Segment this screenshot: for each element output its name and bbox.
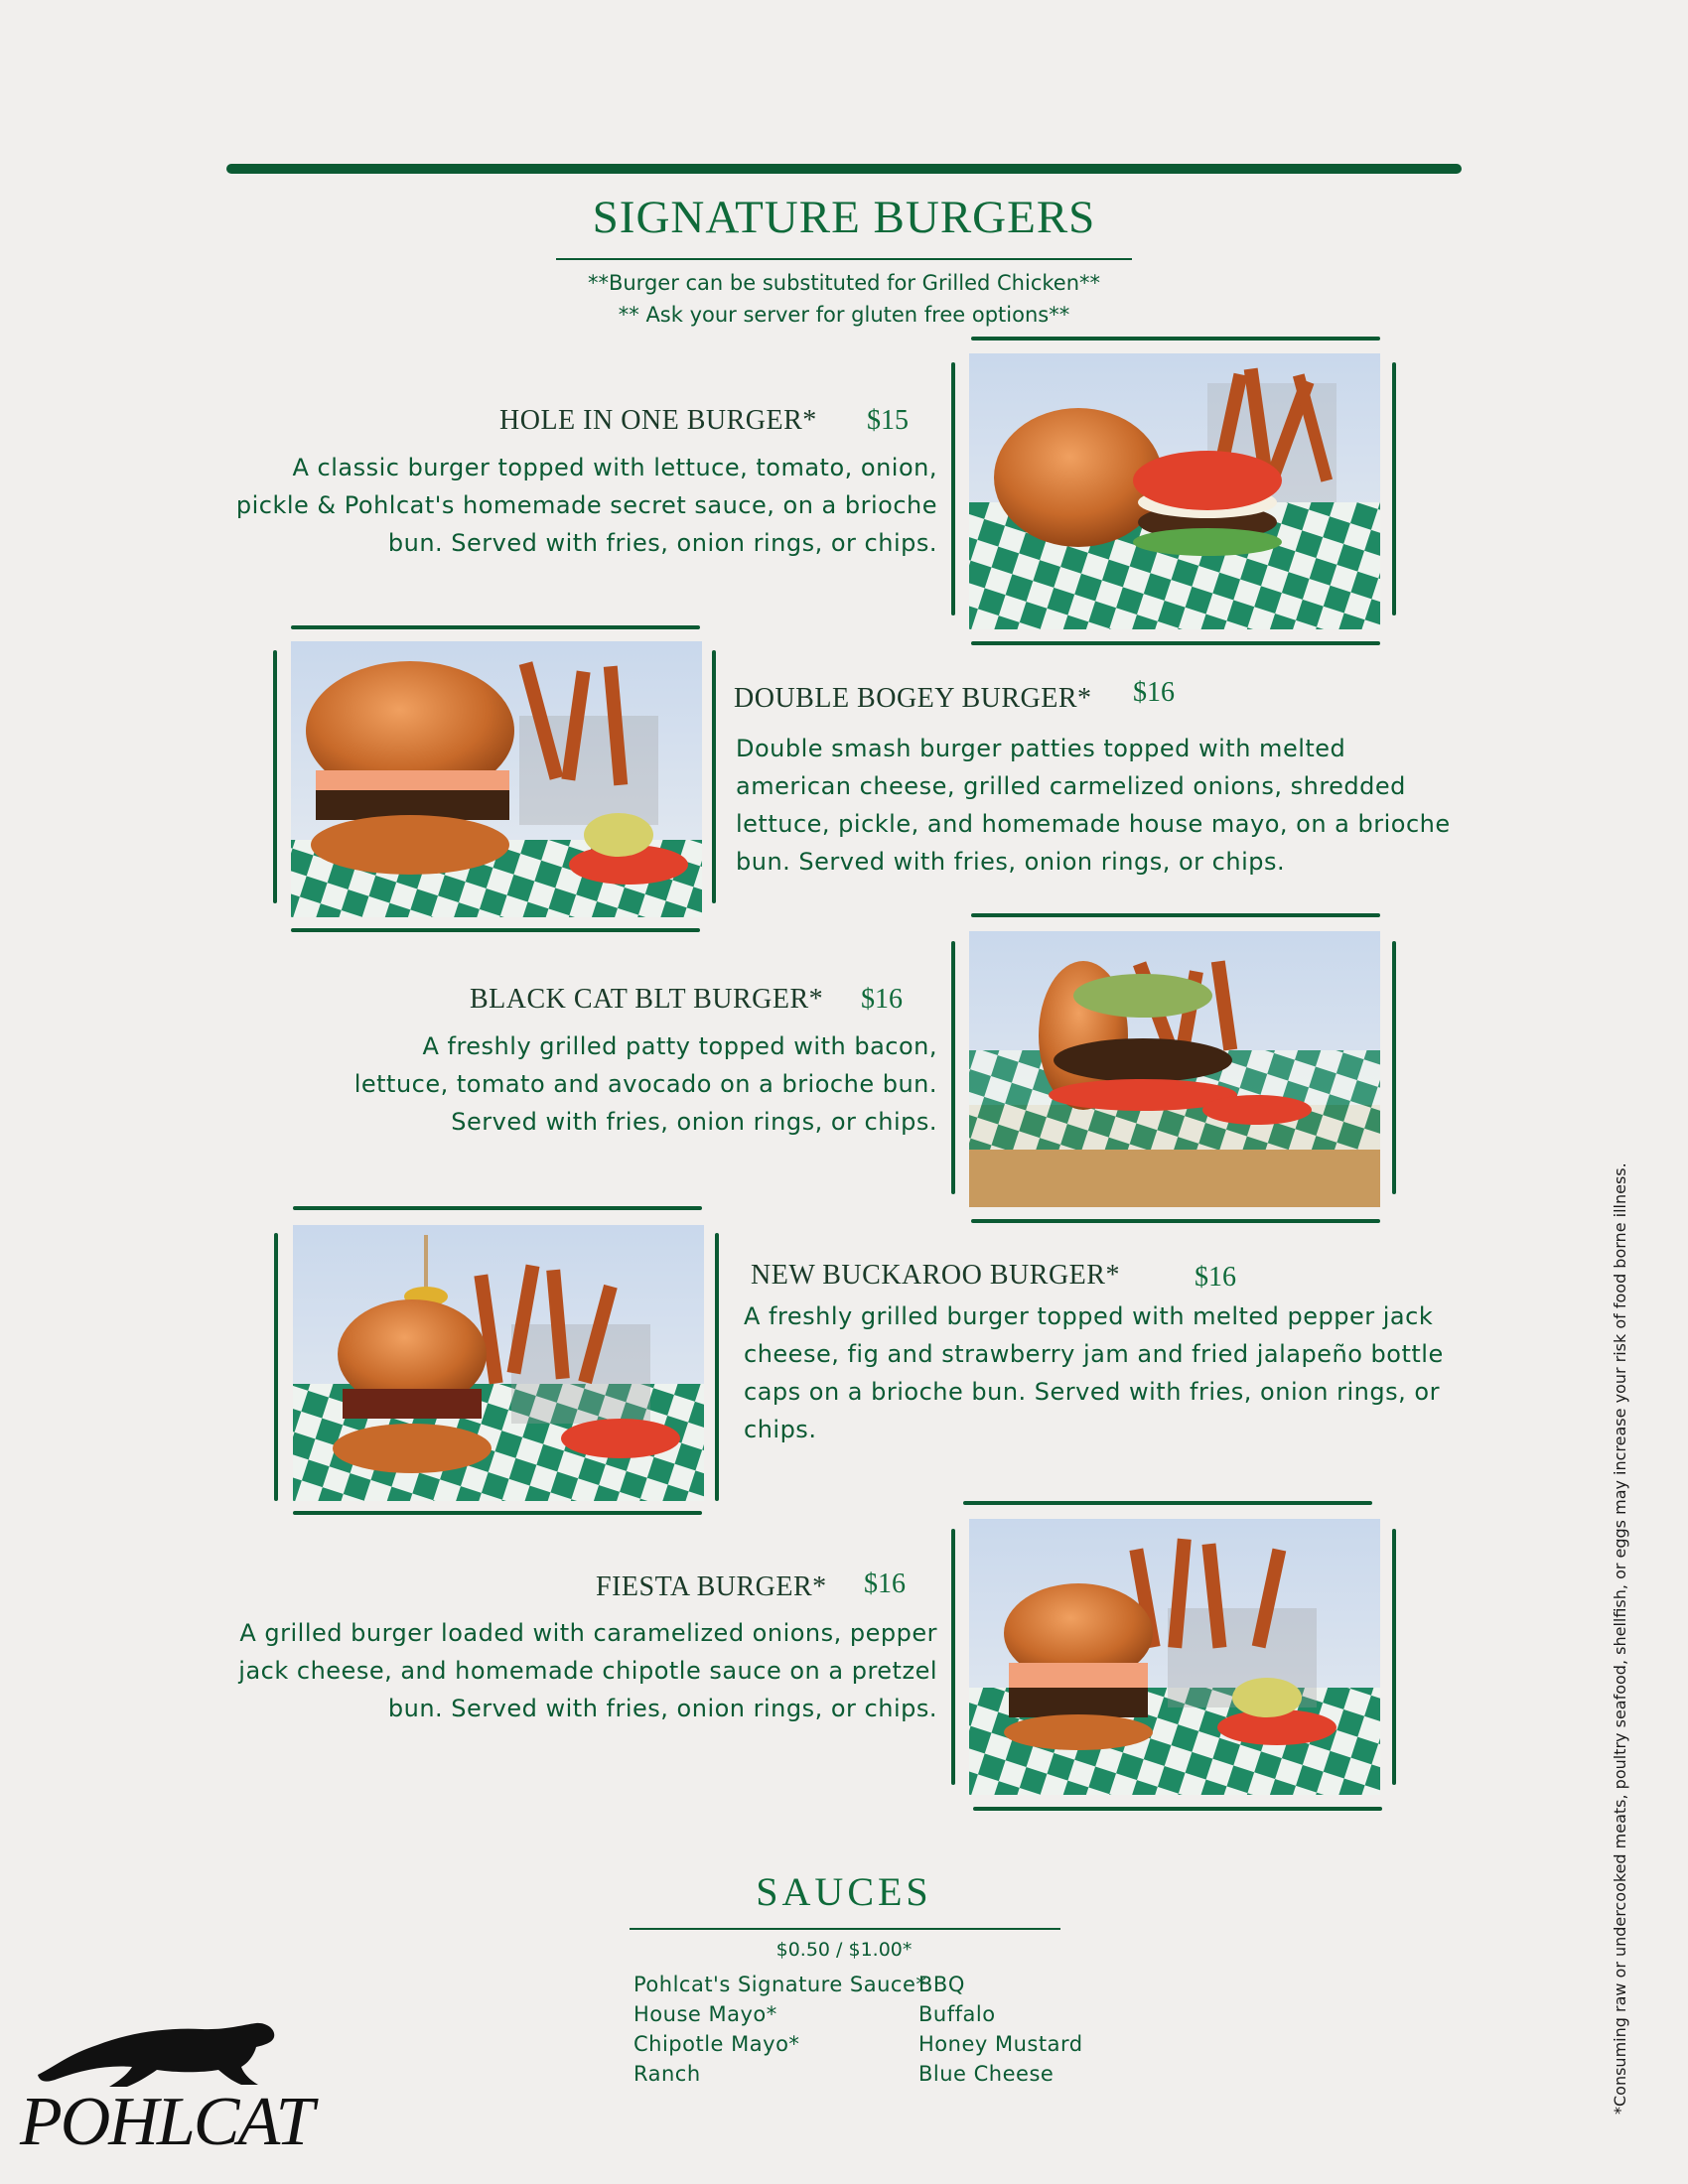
sauces-underline bbox=[630, 1928, 1060, 1930]
photo-frame-top bbox=[291, 625, 700, 629]
photo-frame-bottom bbox=[291, 928, 700, 932]
photo-frame-left bbox=[274, 1233, 278, 1501]
photo-frame-bottom bbox=[293, 1511, 702, 1515]
menu-item-description: A classic burger topped with lettuce, tomato, onion, pickle & Pohlcat's homemade secret sauce, on a brioche bun. Served with fries, onion rings, or chips. bbox=[235, 454, 937, 557]
photo-frame-bottom bbox=[973, 1807, 1382, 1811]
sauce-item: House Mayo* bbox=[633, 2002, 777, 2026]
photo-frame-right bbox=[1392, 941, 1396, 1194]
menu-item-description: Double smash burger patties topped with melted american cheese, grilled carmelized onions, shredded lettuce, pickle, and homemade house mayo, on a brioche bun. Served with fries, onion rings, or chips. bbox=[736, 735, 1451, 876]
substitution-note: **Burger can be substituted for Grilled Chicken** bbox=[587, 271, 1101, 295]
sauce-item: Honey Mustard bbox=[918, 2032, 1083, 2056]
photo-frame-right bbox=[1392, 1529, 1396, 1785]
menu-item-name: BLACK CAT BLT BURGER* bbox=[470, 984, 824, 1015]
photo-frame-left bbox=[273, 650, 277, 903]
brand-logo-text: POHLCAT bbox=[20, 2084, 313, 2160]
sauce-item: Pohlcat's Signature Sauce* bbox=[633, 1973, 927, 1996]
menu-item-description: A freshly grilled burger topped with melted pepper jack cheese, fig and strawberry jam and fried jalapeño bottle caps on a brioche bun. Served with fries, onion rings, or chips. bbox=[744, 1302, 1444, 1443]
photo-frame-left bbox=[951, 362, 955, 615]
page-title: SIGNATURE BURGERS bbox=[592, 192, 1096, 243]
menu-item-price: $16 bbox=[1195, 1262, 1236, 1293]
menu-item-description: A freshly grilled patty topped with bacon, lettuce, tomato and avocado on a brioche bun. Served with fries, onion rings, or chips. bbox=[353, 1032, 937, 1136]
food-safety-disclaimer: *Consuming raw or undercooked meats, poultry seafood, shellfish, or eggs may increase your risk of food borne illness. bbox=[1611, 1162, 1629, 2115]
burger-photo-new-buckaroo bbox=[293, 1225, 704, 1501]
photo-frame-top bbox=[971, 913, 1380, 917]
menu-item-description: A grilled burger loaded with caramelized onions, pepper jack cheese, and homemade chipotle sauce on a pretzel bun. Served with fries, onion rings, or chips. bbox=[238, 1619, 937, 1722]
sauce-list-left bbox=[633, 1970, 926, 2089]
photo-frame-left bbox=[951, 941, 955, 1194]
menu-item-price: $16 bbox=[861, 984, 903, 1015]
photo-frame-bottom bbox=[971, 641, 1380, 645]
sauce-item: Ranch bbox=[633, 2062, 701, 2086]
photo-frame-bottom bbox=[971, 1219, 1380, 1223]
title-underline bbox=[556, 258, 1132, 260]
sauce-item: BBQ bbox=[918, 1973, 965, 1996]
burger-photo-double-bogey bbox=[291, 641, 702, 917]
gluten-free-note: ** Ask your server for gluten free options** bbox=[618, 303, 1070, 327]
burger-photo-hole-in-one bbox=[969, 353, 1380, 629]
photo-frame-top bbox=[963, 1501, 1372, 1505]
photo-frame-right bbox=[1392, 362, 1396, 615]
menu-item-name: HOLE IN ONE BURGER* bbox=[499, 405, 817, 436]
photo-frame-top bbox=[971, 337, 1380, 341]
sauces-title: SAUCES bbox=[756, 1869, 932, 1914]
sauce-list-right bbox=[918, 1970, 1083, 2089]
burger-photo-black-cat-blt bbox=[969, 931, 1380, 1207]
burger-photo-fiesta bbox=[969, 1519, 1380, 1795]
sauces-price: $0.50 / $1.00* bbox=[775, 1939, 913, 1961]
menu-item-name: DOUBLE BOGEY BURGER* bbox=[734, 683, 1092, 714]
photo-frame-right bbox=[715, 1233, 719, 1501]
photo-frame-left bbox=[951, 1529, 955, 1785]
menu-item-price: $15 bbox=[867, 405, 909, 436]
menu-item-name: NEW BUCKAROO BURGER* bbox=[751, 1260, 1120, 1291]
sauce-item: Blue Cheese bbox=[918, 2062, 1055, 2086]
top-rule bbox=[226, 164, 1462, 174]
menu-item-name: FIESTA BURGER* bbox=[596, 1571, 827, 1602]
menu-item-price: $16 bbox=[864, 1569, 906, 1599]
photo-frame-right bbox=[712, 650, 716, 903]
sauce-item: Chipotle Mayo* bbox=[633, 2032, 800, 2056]
sauce-item: Buffalo bbox=[918, 2002, 996, 2026]
menu-item-price: $16 bbox=[1133, 677, 1175, 708]
photo-frame-top bbox=[293, 1206, 702, 1210]
